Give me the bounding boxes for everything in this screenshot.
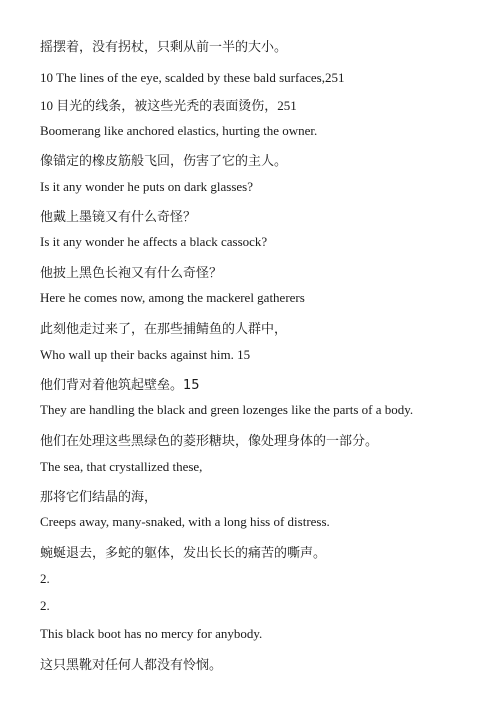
- text-line: 像锚定的橡皮筋般飞回，伤害了它的主人。: [40, 154, 288, 169]
- text-line: 他们背对着他筑起壁垒。15: [40, 378, 200, 393]
- text-line: Is it any wonder he puts on dark glasses?: [40, 179, 254, 194]
- text-line: The sea, that crystallized these,: [40, 459, 203, 474]
- text-line: 此刻他走过来了，在那些捕鲭鱼的人群中，: [40, 322, 288, 337]
- text-line: Here he comes now, among the mackerel gatherers: [40, 290, 305, 305]
- text-line: 他戴上墨镜又有什么奇怪？: [40, 210, 197, 225]
- text-line: This black boot has no mercy for anybody.: [40, 626, 263, 641]
- text-line: 10 The lines of the eye, scalded by these bald surfaces,251: [40, 70, 345, 85]
- text-line: 他们在处理这些黑绿色的菱形糖块，像处理身体的一部分。: [40, 434, 379, 449]
- text-line: Creeps away, many-snaked, with a long hiss of distress.: [40, 514, 330, 529]
- text-line: 他披上黑色长袍又有什么奇怪？: [40, 266, 223, 281]
- text-line: 那将它们结晶的海，: [40, 490, 158, 505]
- text-line: Who wall up their backs against him. 15: [40, 347, 251, 362]
- text-line: They are handling the black and green lozenges like the parts of a body.: [40, 402, 414, 417]
- text-line: 2.: [40, 571, 50, 586]
- text-line: 蜿蜒退去，多蛇的躯体，发出长长的痛苦的嘶声。: [40, 546, 327, 561]
- text-line: 10 目光的线条，被这些光秃的表面烫伤，251: [40, 98, 297, 113]
- text-line: 2.: [40, 598, 50, 613]
- text-line: Is it any wonder he affects a black cassock?: [40, 234, 268, 249]
- text-line: Boomerang like anchored elastics, hurting the owner.: [40, 123, 318, 138]
- text-line: 摇摆着，没有拐杖，只剩从前一半的大小。: [40, 40, 288, 55]
- text-line: 这只黑靴对任何人都没有怜悯。: [40, 658, 223, 673]
